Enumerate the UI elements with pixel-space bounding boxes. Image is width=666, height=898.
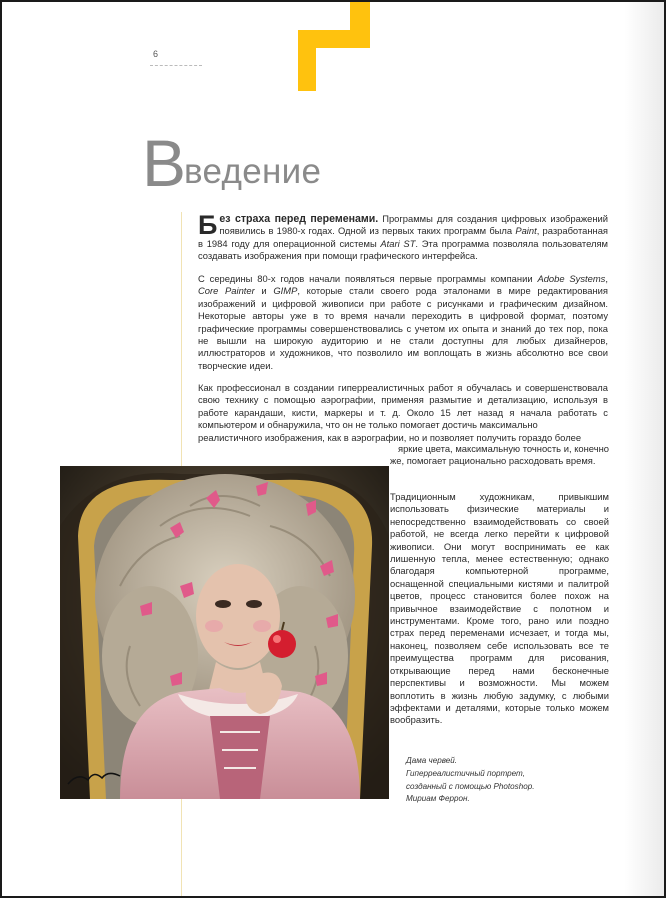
paragraph-3 <box>198 382 608 444</box>
page-edge-shadow <box>624 2 664 896</box>
intro-text: , разработанная в 1984 году для операционной системы <box>198 225 608 249</box>
portrait-drawing <box>60 466 389 799</box>
column-paragraph-1: яркие цвета, максимальную точность и, конечно же, помогает рационально расходовать время. <box>390 443 609 467</box>
title-initial: В <box>142 126 185 200</box>
decorative-corner-shape <box>294 2 374 94</box>
intro-text: . Эта программа позволяла пользователям создавать изображения при помощи графического интерфейса. <box>198 237 608 262</box>
para2-text: , <box>605 273 608 284</box>
page-number-rule <box>150 65 202 66</box>
page-number: 6 <box>153 49 159 59</box>
intro-lead: ез страха перед переменами. <box>219 213 379 225</box>
para3-cut-line: реалистичного изображения, как в аэрографии, но и позволяет получить гораздо более <box>198 431 582 443</box>
paint-name: Paint <box>515 225 537 237</box>
dropcap: Б <box>198 210 218 240</box>
adobe-name: Adobe Systems <box>537 273 606 284</box>
title-rest: ведение <box>184 152 322 191</box>
intro-paragraph <box>198 210 608 263</box>
image-caption <box>406 755 596 806</box>
caption-line: созданный с помощью Photoshop. <box>406 781 535 791</box>
portrait-illustration <box>60 466 389 799</box>
para2-text: и <box>254 285 274 297</box>
column-paragraph-2: Традиционным художникам, привыкшим использовать физические материалы и непосредственно взаимодействовать со своей работой, не всегда легко перейти к цифровой живописи. Они могут воспринимать ее как лишенную тепла, менее естественную; однако благодаря компьютерной программе, оснащенной специальными кистями и палитрой цветов, процесс становится более похож на привычное взаимодействие с полотном и инструментами. Кроме того, рано или поздно страх перед переменами исчезает, и тогда мы, наконец, позволяем себе использовать все те преимущества программ для рисования, открывающие перед нами бесконечные перспективы и возможности. Мы можем воплотить в жизнь любую задумку, с любыми эффектами и деталями, которые только можем вообразить. <box>390 491 609 726</box>
para2-text: С середины 80-х годов начали появляться первые программы компании <box>198 273 538 284</box>
gimp-name: GIMP <box>273 285 298 297</box>
para2-text: , которые стали своего рода эталонами в мире редактирования изображений и цифровой живописи при работе с рисунками и графическим дизайном. Некоторые авторы уже в то время начали переходить в цифровой формат, поэтому графические программы совершенствовались с учетом их опыта и знаний до тех пор, пока не вышли на широкую аудиторию и не стали доступны для любых дизайнеров, иллюстраторов и художников, что позволило им воплощать в жизнь абсолютно все свои творческие идеи. <box>198 285 609 371</box>
caption-line: Мириам Феррон. <box>406 794 470 804</box>
chapter-title <box>142 126 322 200</box>
paragraph-2 <box>198 273 608 372</box>
intro-text: Программы для создания цифровых изображений появились в 1980-х годах. Одной из первых таких программ была <box>219 213 608 237</box>
caption-line: Дама червей. <box>406 756 457 765</box>
atari-name: Atari ST <box>380 237 416 249</box>
para3-text: Как профессионал в создании гиперреалистичных работ я обучалась и совершенствовала свою технику с помощью аэрографии, применяя размытие и детализацию, используя в работе карандаши, кисти, маркеры и т. д. Около 15 лет назад я начала работать с компьютером и обнаружила, что он не только помогает достичь максимально <box>198 382 608 431</box>
corel-name: Core Painter <box>198 285 255 297</box>
caption-line: Гиперреалистичный портрет, <box>406 768 525 778</box>
